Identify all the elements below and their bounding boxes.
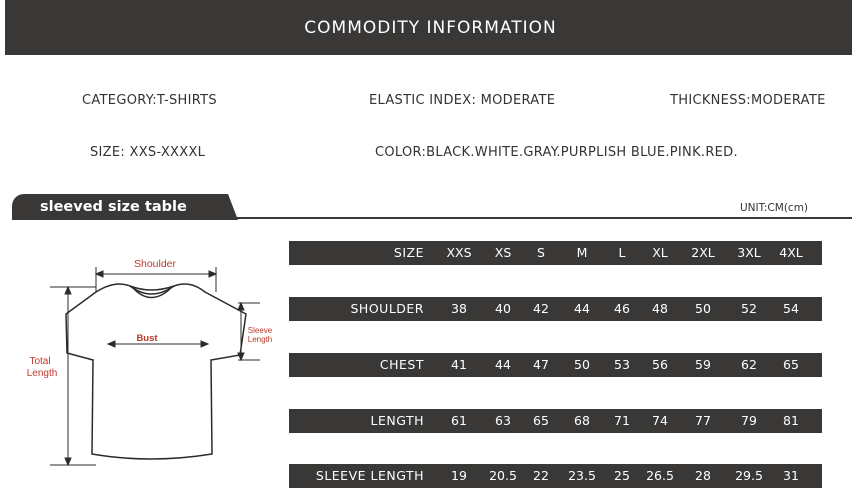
table-cell: 62 [741, 357, 757, 372]
table-cell: 41 [451, 357, 467, 372]
table-cell: 31 [783, 468, 799, 483]
table-cell: 61 [451, 413, 467, 428]
banner-title: COMMODITY INFORMATION [304, 17, 557, 38]
row-label: SIZE [393, 245, 424, 260]
elastic-index-info: ELASTIC INDEX: MODERATE [369, 93, 556, 108]
table-cell: 22 [533, 468, 549, 483]
table-cell: 47 [533, 357, 549, 372]
size-table-tab [12, 194, 228, 220]
header-banner [5, 0, 852, 55]
table-cell: 81 [783, 413, 799, 428]
table-cell: 53 [614, 357, 630, 372]
row-label: SLEEVE LENGTH [315, 468, 424, 483]
table-cell: 56 [652, 357, 668, 372]
table-cell: 19 [451, 468, 467, 483]
table-cell: M [576, 245, 588, 260]
table-cell: 3XL [737, 245, 761, 260]
table-cell: 46 [614, 301, 630, 316]
table-cell: 65 [533, 413, 549, 428]
table-cell: 54 [783, 301, 799, 316]
table-cell: S [537, 245, 545, 260]
table-cell: 50 [695, 301, 711, 316]
table-cell: 74 [652, 413, 668, 428]
table-cell: 44 [495, 357, 511, 372]
shoulder-label: Shoulder [133, 258, 177, 270]
table-cell: 52 [741, 301, 757, 316]
table-cell: 42 [533, 301, 549, 316]
tshirt-measurement-diagram [0, 240, 285, 475]
tshirt-outline-icon [66, 284, 246, 459]
table-cell: 59 [695, 357, 711, 372]
table-row [289, 353, 822, 377]
table-cell: 28 [695, 468, 711, 483]
table-cell: 26.5 [646, 468, 674, 483]
table-cell: 50 [574, 357, 590, 372]
sleeve-length-label-2: Length [247, 335, 273, 344]
row-label: SHOULDER [350, 301, 424, 316]
table-cell: 23.5 [568, 468, 596, 483]
table-cell: XXS [446, 245, 472, 260]
table-cell: 20.5 [489, 468, 517, 483]
size-range-info: SIZE: XXS-XXXXL [90, 145, 206, 160]
category-info: CATEGORY:T-SHIRTS [82, 93, 217, 108]
total-length-label-1: Total [29, 356, 51, 367]
row-label: LENGTH [370, 413, 424, 428]
unit-label: UNIT:CM(cm) [740, 202, 809, 214]
table-row [289, 409, 822, 433]
table-row [289, 464, 822, 488]
table-cell: 65 [783, 357, 799, 372]
table-cell: 63 [495, 413, 511, 428]
bust-label: Bust [136, 333, 158, 344]
table-cell: 38 [451, 301, 467, 316]
table-cell: XS [494, 245, 512, 260]
row-label: CHEST [379, 357, 424, 372]
table-cell: 44 [574, 301, 590, 316]
table-cell: 68 [574, 413, 590, 428]
table-cell: 79 [741, 413, 757, 428]
table-cell: 77 [695, 413, 711, 428]
table-cell: 4XL [779, 245, 803, 260]
size-table-title: sleeved size table [40, 199, 187, 215]
table-cell: 2XL [691, 245, 715, 260]
table-cell: 48 [652, 301, 668, 316]
table-cell: XL [652, 245, 668, 260]
table-row [289, 297, 822, 321]
table-cell: 25 [614, 468, 630, 483]
section-divider [226, 217, 852, 219]
total-length-label-2: Length [26, 368, 58, 379]
table-cell: 71 [614, 413, 630, 428]
table-row [289, 241, 822, 265]
sleeve-length-label-1: Sleeve [247, 326, 273, 335]
color-info: COLOR:BLACK.WHITE.GRAY.PURPLISH BLUE.PINK.RED. [375, 145, 738, 160]
thickness-info: THICKNESS:MODERATE [670, 93, 826, 108]
table-cell: L [618, 245, 626, 260]
table-cell: 29.5 [735, 468, 763, 483]
table-cell: 40 [495, 301, 511, 316]
